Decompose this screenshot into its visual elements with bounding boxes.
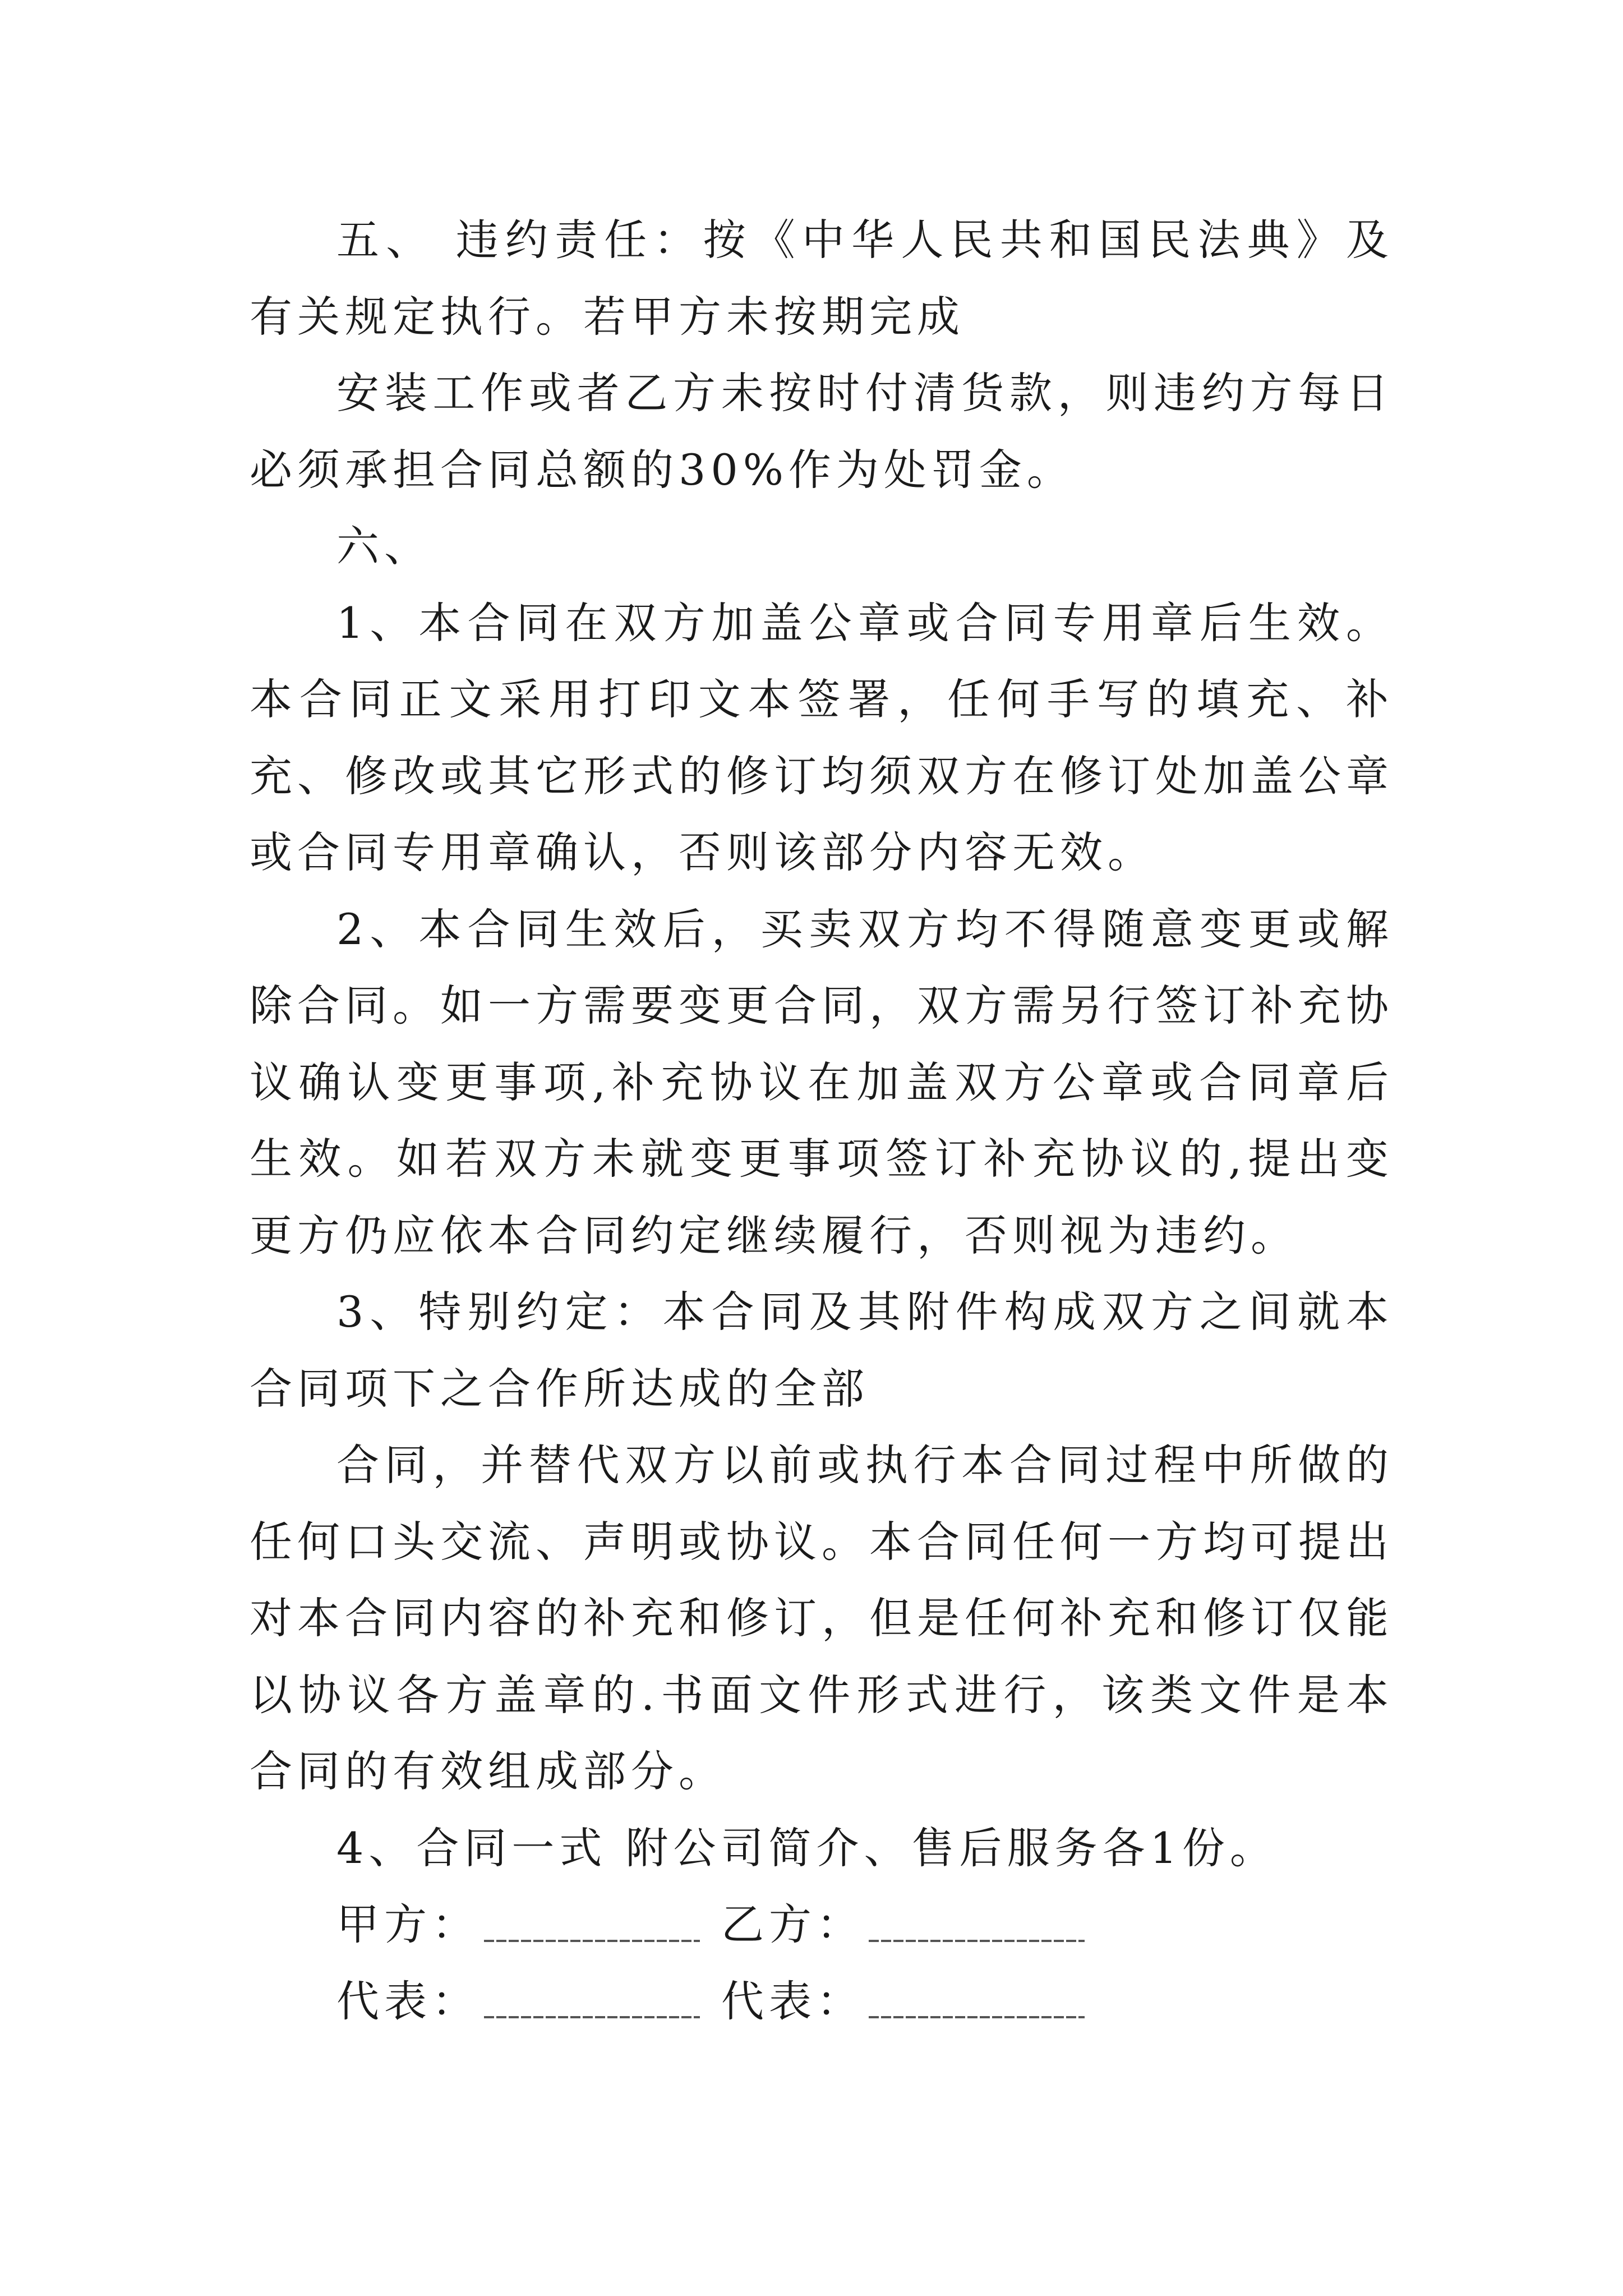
clause-6-item-4: 4、合同一式 附公司简介、售后服务各1份。	[336, 1823, 1278, 1873]
contract-body	[250, 202, 1394, 2040]
clause-5-breach-liability: 五、 违约责任：按《中华人民共和国民法典》及有关规定执行。若甲方未按期完成	[250, 215, 1394, 342]
clause-6-heading: 六、	[336, 521, 432, 571]
signature-row-parties	[336, 1887, 1394, 1963]
rep-b-label: 代表：	[721, 1976, 864, 2026]
rep-a-blank	[484, 2016, 700, 2018]
signature-row-representatives	[336, 1963, 1394, 2040]
clause-6-item-3: 3、特别约定：本合同及其附件构成双方之间就本合同项下之合作所达成的全部	[250, 1287, 1394, 1414]
rep-b-blank	[869, 2016, 1085, 2018]
party-a-blank	[484, 1940, 700, 1942]
clause-6-item-2: 2、本合同生效后，买卖双方均不得随意变更或解除合同。如一方需要变更合同，双方需另行签订补充协议确认变更事项,补充协议在加盖双方公章或合同章后生效。如若双方未就变更事项签订补充协议的,提出变更方仍应依本合同约定继续履行，否则视为违约。	[250, 904, 1394, 1260]
party-b-blank	[869, 1940, 1085, 1942]
rep-a-label: 代表：	[336, 1976, 479, 2026]
clause-5-continuation: 安装工作或者乙方未按时付清货款，则违约方每日必须承担合同总额的30%作为处罚金。	[250, 368, 1394, 495]
party-a-label: 甲方：	[336, 1899, 479, 1949]
clause-6-item-3-continuation: 合同，并替代双方以前或执行本合同过程中所做的任何口头交流、声明或协议。本合同任何一方均可提出对本合同内容的补充和修订，但是任何补充和修订仅能以协议各方盖章的.书面文件形式进行，该类文件是本合同的有效组成部分。	[250, 1440, 1394, 1796]
clause-6-item-1: 1、本合同在双方加盖公章或合同专用章后生效。本合同正文采用打印文本签署，任何手写的填充、补充、修改或其它形式的修订均须双方在修订处加盖公章或合同专用章确认，否则该部分内容无效。	[250, 597, 1394, 877]
party-b-label: 乙方：	[721, 1899, 864, 1949]
